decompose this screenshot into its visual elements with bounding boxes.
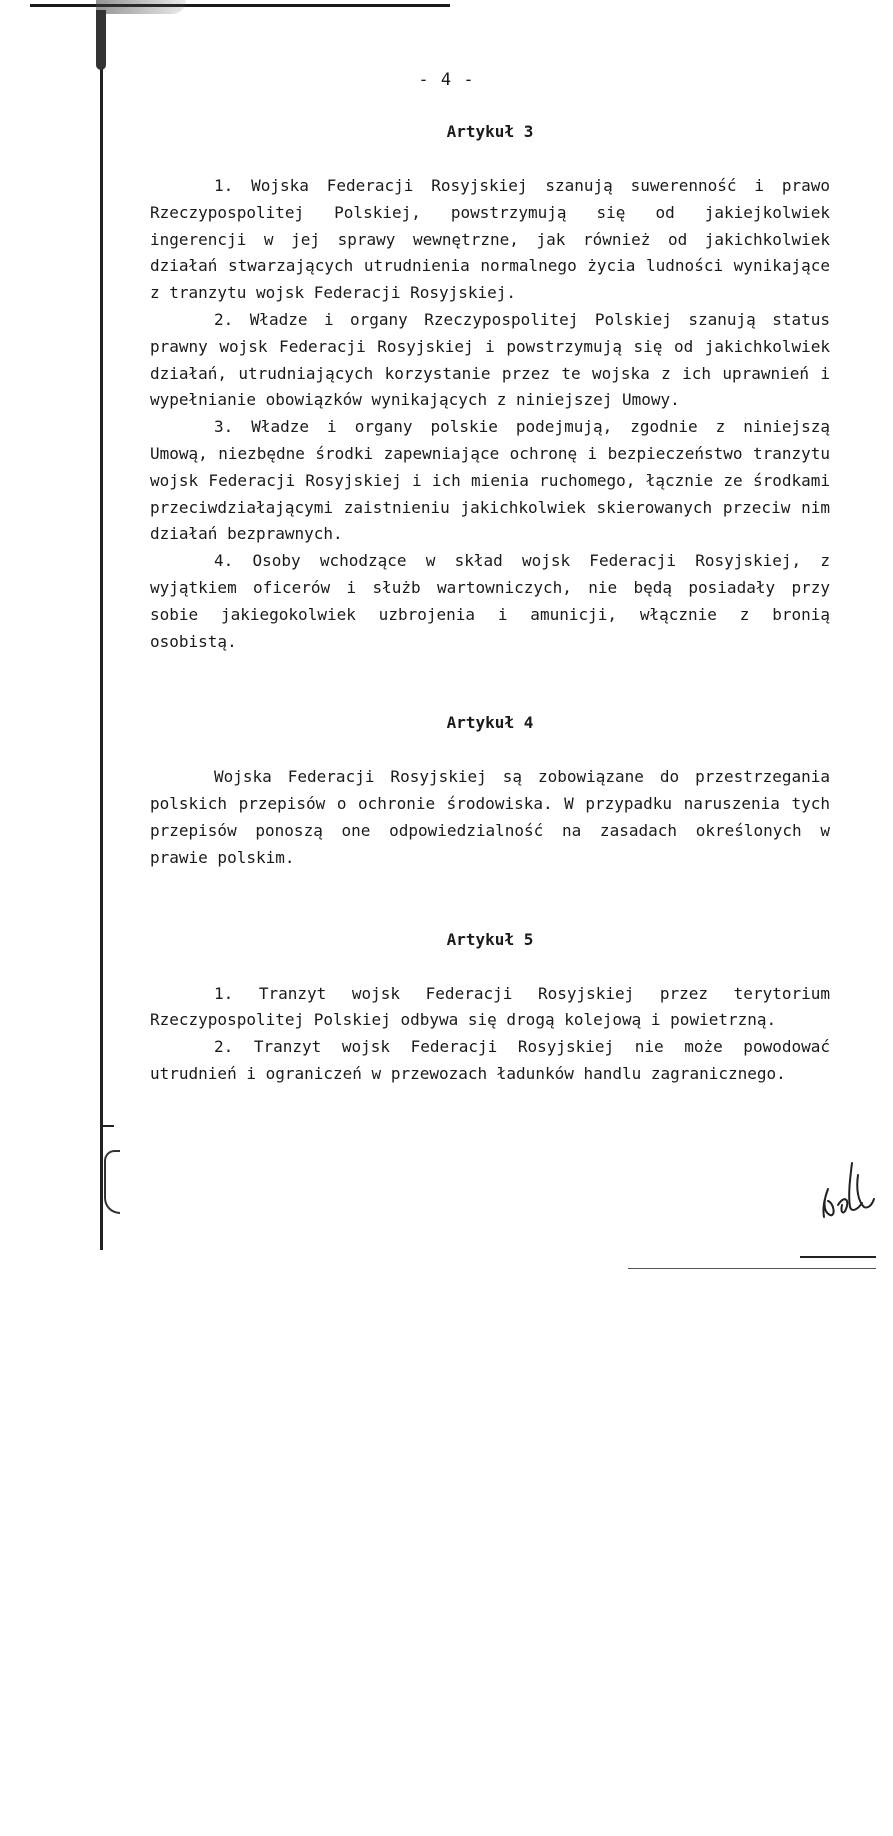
margin-tick	[100, 1125, 114, 1127]
article-heading: Artykuł 4	[446, 713, 534, 733]
article-heading: Artykuł 3	[446, 122, 534, 141]
article-paragraph: 2. Władze i organy Rzeczypospolitej Polskiej szanują status prawny wojsk Federacji Rosyjskiej i powstrzymują się od jakichkolwiek działań, utrudniających korzystanie przez te wojska z ich uprawnień i wypełnianie obowiązków wynikających z niniejszej Umowy.	[150, 309, 830, 410]
article-paragraph: Wojska Federacji Rosyjskiej są zobowiązane do przestrzegania polskich przepisów o ochronie środowiska. W przypadku naruszenia tych przepisów ponoszą one odpowiedzialność na zasadach określonych w prawie polskim.	[150, 767, 830, 867]
article-5	[150, 926, 830, 1088]
margin-blot	[96, 10, 106, 70]
margin-line	[100, 10, 103, 1250]
margin-hook-mark	[104, 1150, 120, 1214]
document-body	[150, 118, 830, 1088]
scan-smudge	[96, 0, 186, 14]
article-paragraph: 4. Osoby wchodzące w skład wojsk Federacji Rosyjskiej, z wyjątkiem oficerów i służb wartowniczych, nie będą posiadały przy sobie jakiegokolwiek uzbrojenia i amunicji, włącznie z bronią osobistą.	[150, 551, 830, 651]
article-paragraph: 3. Władze i organy polskie podejmują, zgodnie z niniejszą Umową, niezbędne środki zapewniające ochronę i bezpieczeństwo tranzytu wojsk Federacji Rosyjskiej i ich mienia ruchomego, łącznie ze środkami przeciwdziałającymi zaistnieniu jakichkolwiek skierowanych przeciw nim działań bezprawnych.	[150, 417, 830, 544]
page-number: - 4 -	[418, 70, 475, 90]
handwritten-initials	[818, 1155, 878, 1225]
signature-line	[800, 1256, 876, 1258]
article-3	[150, 118, 830, 655]
article-paragraph: 1. Wojska Federacji Rosyjskiej szanują suwerenność i prawo Rzeczypospolitej Polskiej, powstrzymują się od jakiejkolwiek ingerencji w jej sprawy wewnętrzne, jak również od jakichkolwiek działań stwarzających utrudnienia normalnego życia ludności wynikające z tranzytu wojsk Federacji Rosyjskiej.	[150, 176, 830, 303]
article-4	[150, 709, 830, 871]
article-heading: Artykuł 5	[446, 929, 534, 949]
signature-underline	[628, 1268, 876, 1269]
article-paragraph: 2. Tranzyt wojsk Federacji Rosyjskiej nie może powodować utrudnień i ograniczeń w przewozach ładunków handlu zagranicznego.	[150, 1037, 830, 1083]
top-rule	[30, 4, 450, 7]
article-paragraph: 1. Tranzyt wojsk Federacji Rosyjskiej przez terytorium Rzeczypospolitej Polskiej odbywa się drogą kolejową i powietrzną.	[150, 983, 830, 1030]
